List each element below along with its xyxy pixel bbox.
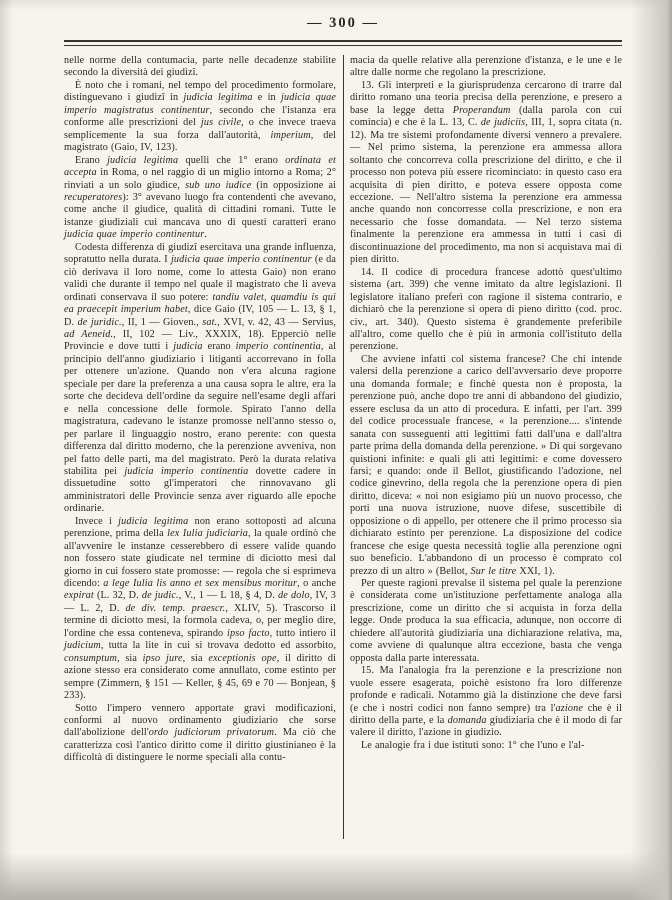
text-segment: , secondo che l'istanza era conforme alle prescrizioni del — [64, 104, 336, 129]
text-segment: , IV, 3 — L. 2, D. — [64, 590, 337, 614]
text-segment: dovette cadere in dissuetudine sotto gl'imperatori che rinnovavano gli amministratori delle Provincie senza aver riguardo alle epoche ordinarie. — [64, 465, 337, 515]
header-double-rule — [64, 40, 622, 46]
italic-text-segment: a lege Iulia lis anno et sex mensibus moritur — [103, 578, 298, 590]
text-segment: , sia — [117, 652, 143, 664]
text-segment: , del magistrato (Gaio, IV, 123). — [64, 129, 336, 154]
italic-text-segment: tandiu valet, quamdiu is qui ea praecepit imperium habet — [64, 291, 337, 316]
text-segment: e in — [252, 92, 281, 104]
italic-text-segment: judicia legitima — [107, 154, 179, 166]
column-right — [350, 55, 622, 839]
italic-text-segment: judicia — [173, 341, 203, 353]
paragraph — [350, 665, 622, 740]
text-segment: , tutta la lite in cui si trovava dedotto ed assorbito, — [100, 640, 336, 652]
text-segment: , dice Gaio (IV, 105 — L. 13, § 1, D. — [64, 304, 336, 328]
paragraph — [350, 740, 622, 752]
italic-text-segment: Properandum — [452, 104, 511, 116]
italic-text-segment: imperio continentia — [235, 341, 321, 353]
text-segment: non erano sottoposti ad alcuna perenzione, prima della — [64, 515, 336, 540]
italic-text-segment: de judic. — [141, 590, 179, 602]
italic-text-segment: consumptum — [64, 652, 117, 664]
text-segment: XXI, 1). — [516, 565, 555, 577]
italic-text-segment: ipso jure — [142, 652, 183, 664]
text-segment: 13. Gli interpreti e la giurisprudenza cercarono di trarre dal diritto romano una teoria precisa della perenzione, e presero a base la legge detta — [349, 79, 622, 116]
italic-text-segment: expirat — [64, 590, 94, 602]
italic-text-segment: exceptionis ope — [208, 652, 277, 664]
italic-text-segment: ordinata et accepta — [64, 154, 337, 179]
italic-text-segment: imperium — [270, 129, 311, 141]
text-segment: Erano — [75, 154, 108, 166]
text-segment: , XVI, v. 42, 43 — Servius, — [217, 316, 336, 328]
italic-text-segment: ordo judiciorum privatorum — [148, 727, 275, 739]
paragraph — [350, 267, 622, 354]
text-segment: , la quale ordinò che all'avvenire le instanze cesserebbero di essere valide quando non fossero state giudicate nel termine di diciotto mesi dal giorno in cui fossero state promosse: — regola che si esprimeva dicendo: — [64, 528, 336, 590]
italic-text-segment: de div. temp. praescr. — [125, 602, 226, 614]
italic-text-segment: jus civile — [200, 117, 242, 129]
italic-text-segment: de judiciis — [480, 117, 526, 129]
text-segment: 14. Il codice di procedura francese adottò quest'ultimo sistema (art. 399) che venne imitato da altre legislazioni. Il legislatore italiano preferì con ragione il sistema contrario, e dichiarò che la perenzione si opera di pieno diritto (cod. proc. civ., art. 340). Questo sistema è grandemente preferibile all'altro, come quello che è più in armonia coll'istituto della perenzione. — [349, 266, 622, 353]
text-segment: giudiziaria che è il modo di far valere il diritto, l'azione in giudizio. — [349, 715, 622, 739]
italic-text-segment: judicia quae imperio continentur — [64, 229, 205, 241]
italic-text-segment: judicia imperio continentia — [124, 465, 249, 477]
column-left — [64, 55, 336, 839]
text-segment: , II, 1 — Gioven., — [121, 316, 203, 328]
italic-text-segment: ad Aeneid. — [64, 328, 114, 340]
italic-text-segment: ipso facto — [227, 627, 270, 639]
text-segment: , o che invece traeva semplicemente la sua forza dall'autorità, — [64, 117, 336, 141]
text-segment: Che avviene infatti col sistema francese? Che chi intende valersi della perenzione a carico dell'avversario deve proporre una domanda formale; e finchè questa non è proposta, la perenzione può, anche dopo tre anni di abbandono del giudizio, essere esclusa da un atto di procedura. E infatti, per l'art. 399 del codice processuale francese, « la perenzione.... s'intende sanata con susseguenti atti legittimi fatti dall'una e dall'altra parte prima della domanda della perenzione. » Di qui sorgevano quistioni infinite: e quali gli atti legittimi: e come dovessero farsi; e quando: onde il Bellot, giustificando l'adozione, nel codice ginevrino, della regola che la perenzione opera di pien diritto, diceva: « noi non esigiamo più un nuovo processo, che porti una nuova istruzione, nuove difese, suscettibile di opposizione o di appello, per ottenere che il primo processo sia dichiarato estinto per perenzione. La disposizione del codice francese che esige questa necessità toglie alla perenzione ogni suo beneficio. L'abbandono di un processo è comprato col prezzo di un altro » (Bellot, — [349, 353, 622, 577]
text-segment: , III, 1, sopra citata (n. 12). Ma tre sistemi profondamente diversi vennero a prevalere. — Nel primo sistema, la perenzione era ammessa allora soltanto che concorreva colla prescrizione del diritto, e che il processo non poteva più essere ricominciato: in questo caso era acquisita di pien diritto, e poteva essere opposta come eccezione. — Nell'altro sistema la perenzione era ammessa anche quando non concorresse colla prescrizione, e non era necessario che fosse domandata. — Nel terzo sistema finalmente la perenzione era ammessa in tutti i casi di discontinuazione del procedimento, ma non si acquistava mai di pien diritto. — [349, 117, 622, 266]
text-segment: ): 3° avevano luogo fra contendenti che avevano, come anche il giudice, qualità di cittadini romani. Tutte le istanze giudiziali cui mancava uno di questi caratteri erano — [64, 191, 336, 228]
text-segment: , V., 1 — L 18, § 4, D. — [178, 590, 278, 602]
italic-text-segment: de dolo — [277, 590, 310, 602]
text-columns — [64, 55, 622, 839]
text-segment: Codesta differenza di giudizî esercitava una grande influenza, sopratutto nella durata. I — [64, 241, 336, 266]
text-segment: erano — [202, 341, 236, 353]
text-segment: macia da quelle relative alla perenzione d'istanza, e le une e le altre dalle norme che regolano la prescrizione. — [349, 55, 622, 79]
paragraph — [350, 80, 622, 267]
paragraph — [350, 578, 622, 665]
text-segment: Le analogie fra i due istituti sono: 1° che l'uno e l'al- — [360, 739, 585, 751]
text-segment: . Ma ciò che caratterizza così l'antico diritto come il diritto giustinianeo è la difficoltà di distinguere le norme speciali alla contu- — [64, 727, 337, 764]
text-segment: (in opposizione ai — [251, 179, 336, 191]
italic-text-segment: sub uno iudice — [185, 179, 252, 191]
text-segment: che è il diritto della parte, e la — [349, 702, 622, 727]
italic-text-segment: de juridic. — [77, 316, 122, 328]
text-segment: (e da ciò derivava il loro nome, come lo attesta Gaio) non erano validi che durante il tempo nel quale il magistrato che li aveva ordinati conservava il suo potere: — [64, 254, 336, 303]
text-segment: . — [204, 229, 208, 241]
italic-text-segment: Sur le titre — [470, 565, 517, 577]
paragraph — [64, 516, 336, 703]
text-segment: (L. 32, D. — [93, 590, 142, 602]
italic-text-segment: judicia quae imperio magistratus continentur — [64, 92, 336, 116]
italic-text-segment: lex Iulia judiciaria — [167, 528, 248, 540]
text-segment: quelli che 1° erano — [178, 154, 286, 166]
paragraph — [64, 242, 336, 516]
column-divider-rule — [343, 55, 344, 839]
text-segment: , al principio dell'anno giudiziario i litiganti accorrevano in folla per ottenere un'azione. Quando non v'era alcuna ragione speciale per dare la preferenza a una causa sopra le altre, era la sorte che decideva dell'ordine da seguire nell'esame degli affari e nella concessione delle formole. Spirato l'anno della magistratura, cadevano le istanze promosse nell'anno stesso o, per parlare il linguaggio nostro, erano perente: con questa differenza dal diritto moderno, che la perenzione avveniva, non pel fatto delle parti, ma del magistrato. Però la durata relativa stabilita pei — [64, 341, 337, 477]
paragraph — [64, 703, 336, 765]
text-segment: È noto che i romani, nel tempo del procedimento formolare, distinguevano i giudizî in — [64, 79, 336, 104]
paragraph — [350, 55, 622, 80]
italic-text-segment: recuperatores — [64, 191, 123, 203]
text-segment: Per queste ragioni prevalse il sistema pel quale la perenzione è considerata come un'istituzione perfettamente analoga alla prescrizione, come un diritto che si acquista in forza della legge. Onde produca la sua efficacia, adunque, non occorre di chiedere all'autorità giudiziaria una dichiarazione relativa, ma, come avviene di qualunque altra eccezione, basta che venga opposta dalla parte interessata. — [349, 578, 622, 664]
paragraph — [350, 354, 622, 578]
text-segment: nelle norme della contumacia, parte nelle decadenze stabilite secondo la diversità dei giudizî. — [64, 55, 336, 79]
text-segment: in Roma, o nel raggio di un miglio intorno a Roma; 2° rinviati a un solo giudice, — [64, 167, 336, 191]
italic-text-segment: judicia quae imperio continentur — [170, 254, 312, 266]
text-segment: , sia — [182, 652, 209, 664]
paragraph — [64, 155, 336, 242]
paragraph — [64, 80, 336, 155]
text-segment: , il diritto di azione stesso era considerato come annullato, come estinto per sempre (Zimmern, § 151 — Keller, § 45, 69 e 70 — Bonjean, § 233). — [64, 652, 337, 702]
text-segment: (dalla parola con cui comincia) e che è la L. 13, C. — [349, 104, 622, 129]
paragraph — [64, 55, 336, 80]
text-segment: Sotto l'impero vennero apportate gravi modificazioni, conformi al nuovo ordinamento giudiziario che sorse dall'abolizione dell' — [64, 702, 336, 739]
italic-text-segment: judicia legitima — [118, 515, 189, 527]
italic-text-segment: judicium — [64, 640, 101, 652]
text-segment: , tutto intiero il — [269, 627, 336, 639]
italic-text-segment: sat. — [202, 316, 218, 328]
italic-text-segment: judicia legitima — [183, 92, 253, 104]
text-segment: 15. Ma l'analogia fra la perenzione e la prescrizione non vuole essere esagerata, poichè esistono fra loro differenze profonde e radicali. Notammo già la distinzione che deve farsi (e che i nostri codici non fanno sempre) tra l' — [349, 665, 622, 714]
text-segment: Invece i — [75, 515, 119, 527]
text-segment: , II, 102 — Liv., XXXIX, 18). Epperciò nelle Provincie e dove tutti i — [64, 328, 337, 353]
italic-text-segment: azione — [555, 702, 584, 714]
italic-text-segment: domanda — [447, 715, 487, 727]
page-number: — 300 — — [307, 15, 379, 31]
text-segment: , XLIV, 5). Trascorso il termine di diciotto mesi, la formola cadeva, o, per meglio dire, l'ordine che essa conteneva, spirando — [64, 602, 337, 639]
text-segment: , o anche — [297, 578, 336, 590]
